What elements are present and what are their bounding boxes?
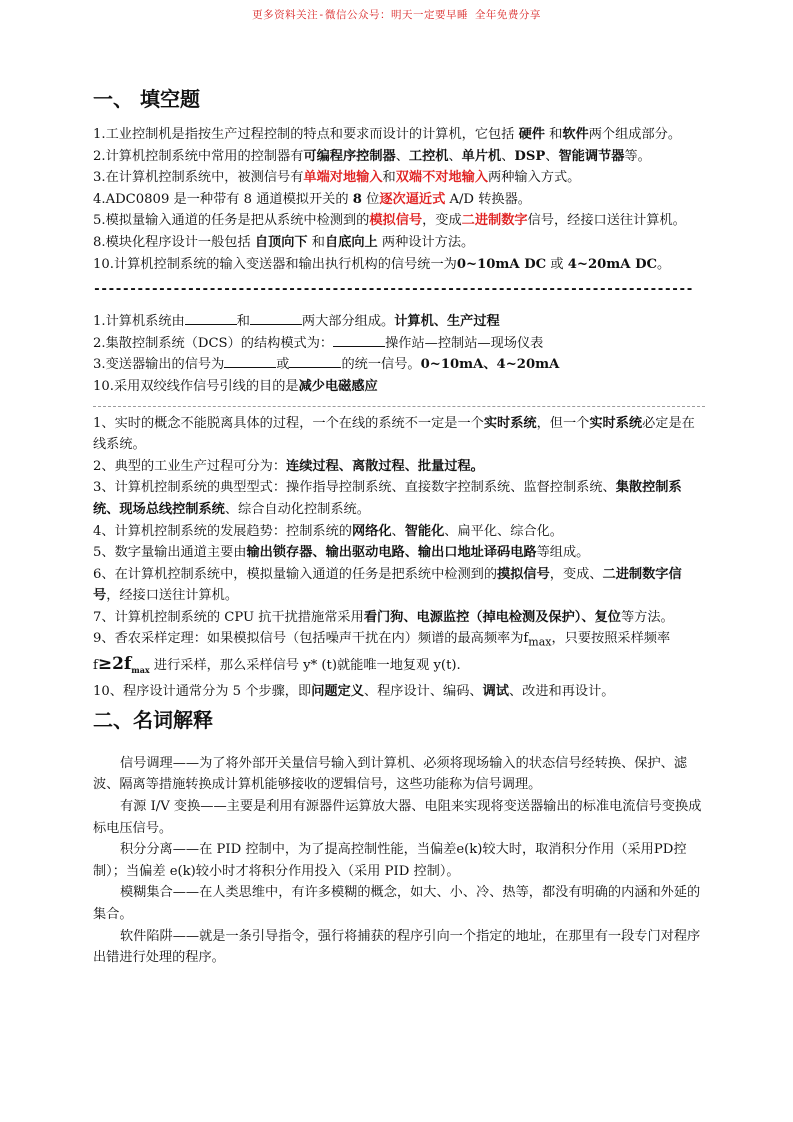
q1-run-5: 计算机、生产过程	[394, 314, 500, 330]
fill8-run-1: 自顶向下	[254, 234, 308, 250]
fill1-run-3: 软件	[562, 127, 589, 142]
p7-run-1: 看门狗、电源监控（掉电检测及保护）、复位	[363, 609, 621, 625]
fill-item-1	[93, 124, 705, 146]
fill3-run-4: 两种输入方式。	[488, 170, 581, 186]
section-title-terms: 二、名词解释	[93, 707, 213, 732]
q3-run-1	[224, 355, 276, 368]
term-fuzzy-set: 模糊集合——在人类思维中，有许多模糊的概念，如大、小、冷、热等，都没有明确的内涵和外延的集合。	[93, 885, 701, 923]
p1-run-1: 实时系统	[483, 415, 537, 431]
fill1-run-4: 两个组成部分。	[588, 127, 682, 142]
p9b-run-2: max	[131, 664, 150, 675]
point-10	[93, 681, 705, 703]
p1-run-0: 1、实时的概念不能脱离具体的过程，一个在线的系统不一定是一个	[93, 415, 484, 431]
fill-item-4	[93, 189, 705, 211]
p6-run-2: ，变成、	[549, 566, 603, 582]
p2-run-0: 2、典型的工业生产过程可分为：	[93, 458, 287, 474]
q2-run-1	[333, 334, 385, 347]
fill10-run-2: 或	[546, 256, 568, 272]
fill3-run-0: 3.在计算机控制系统中，被测信号有	[93, 170, 304, 186]
p7-run-2: 等方法。	[620, 609, 674, 625]
q3-run-2: 或	[276, 357, 290, 373]
point-5	[93, 542, 705, 564]
q10-run-0: 10.采用双绞线作信号引线的目的是	[93, 378, 299, 394]
fill5-run-3: 二进制数字	[461, 213, 528, 229]
fill2-run-4: 、	[448, 148, 462, 164]
question-3	[93, 354, 705, 376]
fill8-run-3: 自底向上	[324, 234, 378, 250]
q2-run-2: 操作站—控制站—现场仪表	[385, 335, 544, 351]
fill5-run-0: 5.模拟量输入通道的任务是把从系统中检测到的	[93, 213, 370, 229]
thin-dash-separator	[93, 406, 705, 407]
fill2-run-5: 单片机	[461, 148, 502, 164]
p9-run-1: max	[528, 636, 552, 650]
fill2-run-8: 、	[545, 148, 559, 164]
point-1	[93, 413, 705, 456]
fill5-run-1: 模拟信号	[369, 213, 423, 229]
fill2-run-6: 、	[501, 148, 515, 164]
question-1	[93, 311, 705, 333]
fill-item-8	[93, 232, 705, 254]
p1-run-4: 必定是在线系统。	[93, 415, 695, 453]
fill5-run-2: ，变成	[422, 213, 462, 229]
question-10	[93, 376, 705, 398]
point-7	[93, 607, 705, 629]
q1-run-3	[250, 312, 302, 325]
fill2-run-0: 2.计算机控制系统中常用的控制器有	[93, 148, 304, 164]
term-integral-separation: 积分分离——在 PID 控制中，为了提高控制性能，当偏差e(k)较大时，取消积分作用（采用PD控制）；当偏差 e(k)较小时才将积分作用投入（采用 PID 控制）。	[93, 842, 687, 879]
p4-run-2: 、	[391, 523, 405, 539]
q1-run-2: 和	[236, 314, 250, 330]
fill-item-10	[93, 254, 705, 276]
fill3-run-1: 单端对地输入	[303, 170, 383, 186]
document-body	[93, 84, 705, 969]
fill2-run-1: 可编程序控制器	[303, 148, 396, 164]
p6-run-0: 6、在计算机控制系统中，模拟量输入通道的任务是把系统中检测到的	[93, 566, 498, 582]
fill8-run-2: 和	[307, 234, 325, 250]
p7-run-0: 7、计算机控制系统的 CPU 抗干扰措施常采用	[93, 609, 364, 625]
fill10-run-0: 10.计算机控制系统的输入变送器和输出执行机构的信号统一为	[93, 256, 457, 272]
fill4-run-2: 位	[361, 191, 380, 207]
q3-run-0: 3.变送器输出的信号为	[93, 357, 225, 373]
p3-run-1: 集散控制系统、现场总线控制系统	[93, 480, 682, 517]
fill1-run-0: 1.工业控制机是指按生产过程控制的特点和要求而设计的计算机，它包括	[93, 127, 519, 142]
p10-run-1: 问题定义	[311, 684, 364, 700]
term-software-trap: 软件陷阱——就是一条引导指令，强行将捕获的程序引向一个指定的地址，在那里有一段专门对程序出错进行处理的程序。	[93, 928, 701, 966]
question-2	[93, 333, 705, 355]
point-2	[93, 456, 705, 478]
p5-run-2: 等组成。	[536, 545, 590, 561]
p5-run-0: 5、数字量输出通道主要由	[93, 545, 247, 561]
fill10-run-3: 4~20mA DC	[567, 256, 658, 272]
point-6	[93, 564, 705, 607]
term-signal-conditioning: 信号调理——为了将外部开关量信号输入到计算机、必须将现场输入的状态信号经转换、保护、滤波、隔离等措施转换成计算机能够接收的逻辑信号，这些功能称为信号调理。	[93, 755, 688, 793]
header-banner: 更多资料关注-微信公众号：明天一定要早睡 全年免费分享	[252, 9, 541, 21]
fill2-run-10: 等。	[624, 148, 651, 164]
p6-run-3: 二进制数字信号	[93, 566, 682, 604]
p9b-run-1: ≥2f	[97, 653, 132, 674]
point-9	[93, 628, 705, 653]
p4-run-4: 、扁平化、综合化。	[444, 523, 563, 539]
p10-run-3: 调试	[482, 684, 509, 700]
p9b-run-0: f	[93, 657, 98, 673]
fill2-run-2: 、	[395, 148, 409, 164]
fill8-run-0: 8.模块化程序设计一般包括	[93, 234, 255, 250]
q2-run-0: 2.集散控制系统（DCS）的结构模式为：	[93, 335, 334, 351]
point-4	[93, 521, 705, 543]
fill4-run-1: 8	[352, 191, 362, 207]
q1-run-1	[185, 312, 237, 325]
thick-dash-separator: -----------------------------------------------------------------------------------	[93, 282, 693, 298]
fill1-run-2: 和	[544, 127, 563, 142]
p10-run-0: 10、程序设计通常分为 5 个步骤，即	[93, 684, 312, 700]
p4-run-0: 4、计算机控制系统的发展趋势：控制系统的	[93, 523, 352, 539]
fill-item-3	[93, 167, 705, 189]
fill2-run-9: 智能调节器	[558, 148, 625, 164]
q1-run-4: 两大部分组成。	[301, 314, 395, 330]
fill5-run-4: 信号，经接口送往计算机。	[527, 213, 686, 229]
q3-run-4: 的统一信号。	[341, 357, 421, 373]
fill8-run-4: 两种设计方法。	[377, 234, 475, 250]
q3-run-3	[289, 355, 341, 368]
fill3-run-2: 和	[382, 170, 396, 186]
p1-run-2: ，但一个	[536, 415, 590, 431]
fill10-run-4: 。	[657, 256, 671, 272]
p2-run-1: 连续过程、离散过程、批量过程。	[286, 458, 484, 474]
fill2-run-7: DSP	[514, 148, 546, 164]
sampling-formula	[93, 654, 705, 682]
p6-run-4: ，经接口送往计算机。	[106, 588, 239, 604]
p5-run-1: 输出锁存器、输出驱动电路、输出口地址译码电路	[246, 545, 537, 561]
fill3-run-3: 双端不对地输入	[395, 170, 489, 186]
q1-run-0: 1.计算机系统由	[93, 314, 185, 330]
fill4-run-3: 逐次逼近式	[379, 191, 446, 207]
p1-run-3: 实时系统	[589, 415, 643, 431]
p10-run-4: 、改进和再设计。	[509, 684, 615, 700]
p3-run-0: 3、计算机控制系统的典型型式：操作指导控制系统、直接数字控制系统、监督控制系统、	[93, 480, 616, 496]
fill-item-5	[93, 210, 705, 232]
p3-run-2: 、综合自动化控制系统。	[224, 501, 370, 517]
p4-run-1: 网络化	[351, 523, 392, 539]
p4-run-3: 智能化	[404, 523, 445, 539]
fill4-run-0: 4.ADC0809 是一种带有 8 通道模拟开关的	[93, 191, 353, 207]
q10-run-1: 减少电磁感应	[298, 378, 378, 394]
p6-run-1: 摸拟信号	[497, 566, 550, 582]
p9-run-0: 9、香农采样定理：如果模拟信号（包括噪声干扰在内）频谱的最高频率为f	[93, 631, 529, 647]
fill2-run-3: 工控机	[408, 148, 449, 164]
p9-run-2: ，只要按照采样频率	[551, 631, 671, 647]
term-active-iv-conversion: 有源 I/V 变换——主要是利用有源器件运算放大器、电阻来实现将变送器输出的标准电流信号变换成标电压信号。	[93, 799, 702, 836]
p10-run-2: 、程序设计、编码、	[363, 684, 483, 700]
section-title-fill-in: 一、 填空题	[93, 87, 200, 111]
q3-run-5: 0~10mA、4~20mA	[420, 357, 560, 373]
fill10-run-1: 0~10mA DC	[456, 256, 547, 272]
fill1-run-1: 硬件	[518, 127, 545, 142]
fill-item-2	[93, 146, 705, 168]
fill4-run-4: A/D 转换器。	[445, 191, 531, 207]
point-3	[93, 477, 705, 520]
p9b-run-3: 进行采样，那么采样信号 y* (t)就能唯一地复观 y(t).	[149, 657, 461, 673]
